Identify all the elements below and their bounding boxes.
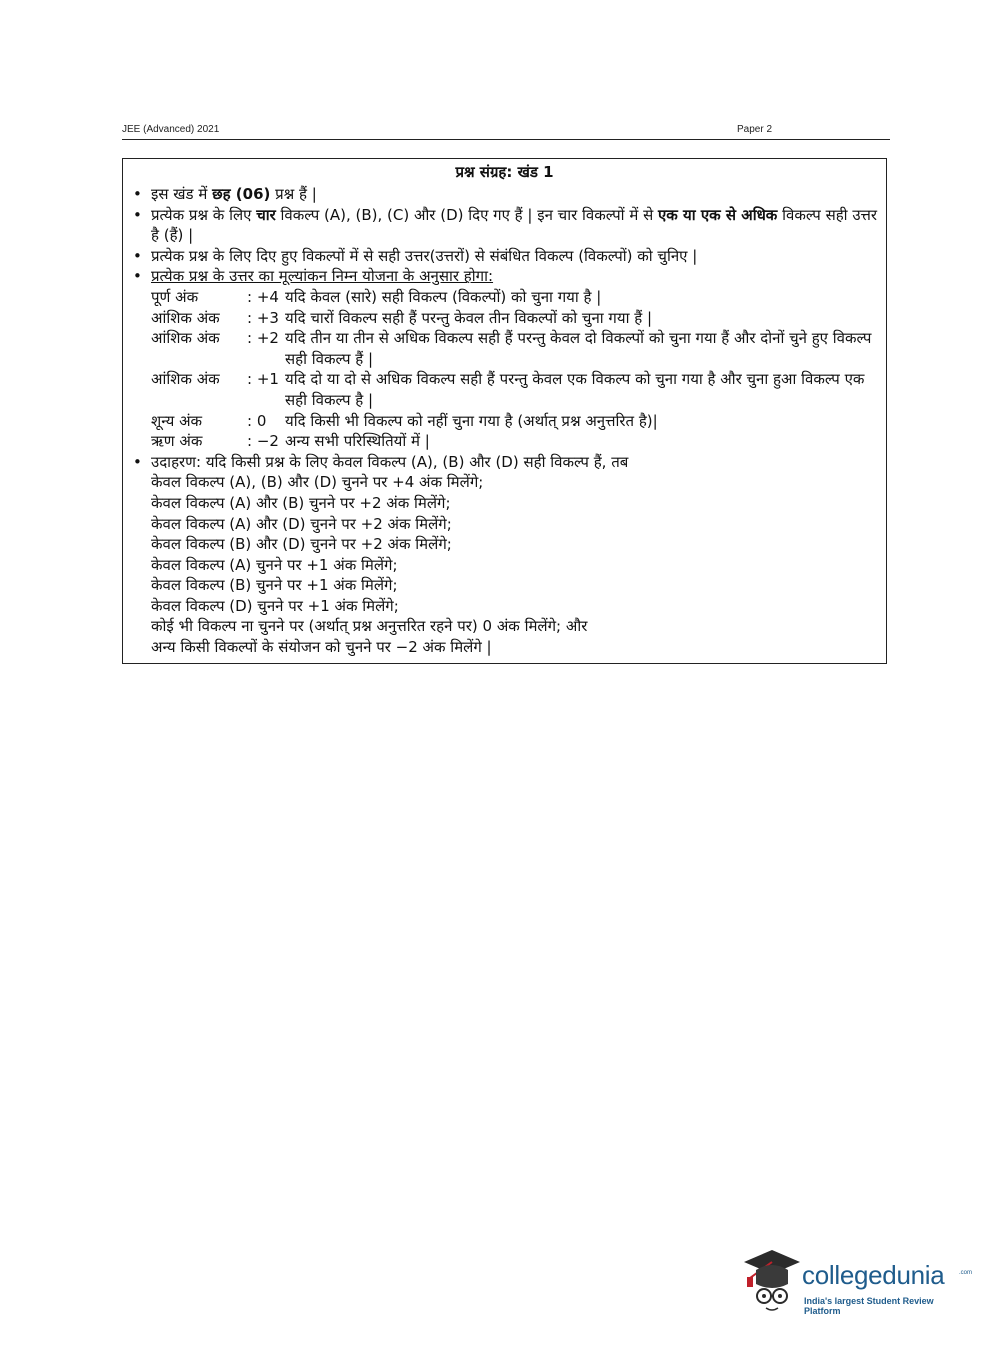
example-line: केवल विकल्प (B) चुनने पर +1 अंक मिलेंगे; [151,576,398,595]
exam-name: JEE (Advanced) 2021 [122,124,220,135]
rule-text: विकल्प (A), (B), (C) और (D) दिए गए हैं | इन चार विकल्पों में से [275,205,658,224]
example-line: केवल विकल्प (A) और (B) चुनने पर +2 अंक मिलेंगे; [151,493,451,512]
rule-text: इस खंड में [151,185,213,203]
mark-row-zero [151,411,878,432]
mark-desc: यदि दो या दो से अधिक विकल्प सही हैं परन्तु केवल एक विकल्प को चुना गया है और चुना हुआ विकल्प एक सही विकल्प है | [285,370,865,409]
mark-value: : −2 [247,432,279,451]
mark-label: शून्य अंक [151,411,203,430]
mark-value: : +3 [247,308,279,327]
mark-row-full [151,287,878,308]
mark-value: : 0 [247,411,267,430]
mark-value: : +1 [247,370,279,389]
mark-row-partial-2 [151,328,878,369]
brand-tagline: India's largest Student Review Platform [804,1296,934,1316]
brand-name: collegedunia [802,1260,945,1290]
example-line: केवल विकल्प (A) चुनने पर +1 अंक मिलेंगे; [151,555,398,574]
mark-row-partial-3 [151,308,878,329]
section-title: प्रश्न संग्रह: खंड 1 [455,163,554,181]
rule-example [123,452,886,658]
rules-list [123,184,886,658]
rule-bold: चार [256,205,276,224]
mark-label: पूर्ण अंक [151,287,199,306]
rule-bold: एक या एक से अधिक [657,205,778,224]
rule-text: प्रत्येक प्रश्न के लिए [151,205,257,224]
brand-domain: .com [959,1270,973,1276]
mark-value: : +4 [247,287,279,306]
mark-value: : +2 [247,329,279,348]
rule-text: प्रश्न हैं | [270,185,317,203]
mark-desc: यदि केवल (सारे) सही विकल्प (विकल्पों) को चुना गया है | [285,287,602,306]
example-line: केवल विकल्प (B) और (D) चुनने पर +2 अंक मिलेंगे; [151,535,452,554]
mark-desc: यदि किसी भी विकल्प को नहीं चुना गया है (अर्थात् प्रश्न अनुत्तरित है)| [285,411,658,430]
mark-label: आंशिक अंक [151,370,220,389]
rule-text: विकल्प सही उत्तर है (हैं) | [151,205,878,245]
rule-bold: छह (06) [212,185,271,203]
rule-marking [123,266,886,451]
mark-label: ऋण अंक [151,432,203,451]
paper-number: Paper 2 [737,124,773,135]
mark-desc: यदि तीन या तीन से अधिक विकल्प सही हैं परन्तु केवल दो विकल्पों को चुना गया हैं और दोनों चुने हुए विकल्प सही विकल्प हैं | [285,329,872,368]
rule-question-count [123,184,886,205]
mark-desc: अन्य सभी परिस्थितियों में | [285,432,430,451]
mark-row-partial-1 [151,369,878,410]
mark-label: आंशिक अंक [151,329,220,348]
example-line: कोई भी विकल्प ना चुनने पर (अर्थात् प्रश्न अनुत्तरित रहने पर) 0 अंक मिलेंगे; और [151,617,588,636]
example-intro: • उदाहरण: यदि किसी प्रश्न के लिए केवल विकल्प (A), (B) और (D) सही विकल्प हैं, तब [151,452,629,471]
marking-scheme-heading: प्रत्येक प्रश्न के उत्तर का मूल्यांकन निम्न योजना के अनुसार होगा: [151,267,494,286]
example-line: केवल विकल्प (D) चुनने पर +1 अंक मिलेंगे; [151,596,399,615]
example-line: अन्य किसी विकल्पों के संयोजन को चुनने पर −2 अंक मिलेंगे | [151,638,492,657]
instructions-box [122,158,887,664]
mark-desc: यदि चारों विकल्प सही हैं परन्तु केवल तीन विकल्पों को चुना गया हैं | [285,308,653,327]
rule-choose: • प्रत्येक प्रश्न के लिए दिए हुए विकल्पों में से सही उत्तर(उत्तरों) से संबंधित विकल्प (विकल्पों) को चुनिए | [123,246,886,267]
page-header [122,123,890,140]
collegedunia-logo [742,1248,972,1316]
rule-options [123,205,886,246]
mark-row-negative [151,431,878,452]
graduation-cap-mascot-icon [742,1248,802,1316]
mark-label: आंशिक अंक [151,308,220,327]
example-line: केवल विकल्प (A), (B) और (D) चुनने पर +4 अंक मिलेंगे; [151,473,484,492]
example-line: केवल विकल्प (A) और (D) चुनने पर +2 अंक मिलेंगे; [151,514,452,533]
